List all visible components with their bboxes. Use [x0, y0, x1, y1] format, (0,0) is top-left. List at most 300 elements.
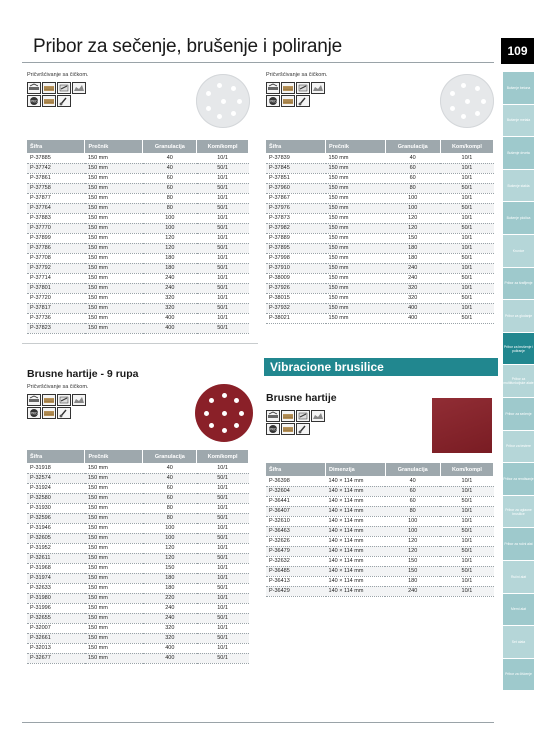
svg-text:PRO: PRO	[30, 411, 38, 416]
table-cell: 150 mm	[85, 493, 143, 503]
table-cell: 140 × 114 mm	[326, 526, 386, 536]
table-cell: 50/1	[197, 583, 249, 593]
table-cell: 10/1	[197, 523, 249, 533]
table-cell: P-32580	[27, 493, 85, 503]
table-cell: 150 mm	[326, 283, 386, 293]
section-banner-vibration-sanders: Vibracione brusilice	[264, 358, 498, 376]
disc-hole	[461, 114, 466, 119]
velcro-note: Pričvršćivanje sa čičkom.	[27, 384, 89, 390]
table-cell: 60	[143, 493, 197, 503]
wood-icon	[42, 82, 56, 94]
disc-hole	[475, 111, 480, 116]
footer-divider	[22, 722, 494, 723]
table-cell: 150 mm	[85, 193, 143, 203]
table-row	[266, 496, 494, 506]
velcro-note: Pričvršćivanje sa čičkom.	[27, 72, 89, 78]
table-row	[266, 183, 494, 193]
table-cell: P-37960	[266, 183, 326, 193]
table-row	[27, 473, 249, 483]
table-cell: 10/1	[440, 303, 493, 313]
table-cell: 150 mm	[326, 183, 386, 193]
table-row	[27, 153, 249, 163]
table-cell: 400	[143, 643, 197, 653]
table-cell: P-32605	[27, 533, 85, 543]
table-cell: 80	[143, 513, 197, 523]
table-cell: P-37770	[27, 223, 85, 233]
table-row	[27, 573, 249, 583]
table-row	[27, 203, 249, 213]
table-cell: 150 mm	[85, 253, 143, 263]
table-cell: P-36429	[266, 586, 326, 596]
disc-hole	[475, 86, 480, 91]
table-cell: 80	[143, 503, 197, 513]
table-cell: 10/1	[197, 153, 249, 163]
table-cell: 150 mm	[85, 513, 143, 523]
table-cell: 10/1	[440, 476, 493, 486]
table-cell: 60	[385, 173, 440, 183]
table-cell: 10/1	[197, 543, 249, 553]
table-cell: 240	[385, 586, 440, 596]
table-cell: 140 × 114 mm	[326, 496, 386, 506]
table-row	[27, 593, 249, 603]
table-row	[27, 493, 249, 503]
table-cell: 50/1	[197, 513, 249, 523]
side-tab-item[interactable]: Bušenje metala	[503, 105, 534, 138]
table-cell: 120	[385, 536, 440, 546]
table-cell: 50/1	[440, 566, 493, 576]
table-cell: 50/1	[197, 493, 249, 503]
table-cell: 100	[143, 213, 197, 223]
table-cell: P-37801	[27, 283, 85, 293]
table-cell: 60	[143, 183, 197, 193]
table-cell: 150 mm	[326, 303, 386, 313]
table-cell: 10/1	[197, 483, 249, 493]
table-cell: 80	[385, 506, 440, 516]
table-cell: P-36441	[266, 496, 326, 506]
table-cell: 10/1	[440, 556, 493, 566]
side-tab-item[interactable]: Krunice	[503, 235, 534, 268]
page-title: Pribor za sečenje, brušenje i poliranje	[33, 36, 343, 57]
application-icons	[27, 82, 93, 107]
table-cell: 10/1	[440, 163, 493, 173]
table-cell: 120	[143, 553, 197, 563]
table-cell: 10/1	[197, 293, 249, 303]
table-row	[27, 613, 249, 623]
table-cell: 10/1	[440, 506, 493, 516]
section-divider	[22, 343, 258, 344]
table-cell: 50/1	[440, 293, 493, 303]
table-row	[27, 323, 249, 333]
disc-hole	[237, 99, 242, 104]
product-table-c	[27, 450, 249, 664]
brush-icon	[57, 407, 71, 419]
table-cell: 50/1	[197, 243, 249, 253]
table-cell: 10/1	[197, 173, 249, 183]
table-cell: 80	[143, 193, 197, 203]
table-cell: P-37889	[266, 233, 326, 243]
table-cell: 240	[143, 613, 197, 623]
table-cell: 10/1	[197, 273, 249, 283]
table-cell: 60	[385, 496, 440, 506]
table-cell: 10/1	[197, 623, 249, 633]
table-cell: 150 mm	[326, 273, 386, 283]
table-cell: 10/1	[197, 193, 249, 203]
side-tab-item[interactable]: Pribor za čišćenje	[503, 659, 534, 692]
table-row	[27, 513, 249, 523]
table-cell: 320	[143, 293, 197, 303]
table-cell: 180	[385, 576, 440, 586]
table-cell: 150 mm	[85, 473, 143, 483]
table-cell: P-37910	[266, 263, 326, 273]
table-cell: 50/1	[197, 183, 249, 193]
metal-icon	[27, 394, 41, 406]
table-cell: 10/1	[197, 563, 249, 573]
table-cell: 60	[143, 173, 197, 183]
stone-icon	[72, 394, 86, 406]
column-header: Šifra	[266, 140, 326, 153]
table-row	[27, 563, 249, 573]
table-cell: 10/1	[197, 213, 249, 223]
table-cell: P-31980	[27, 593, 85, 603]
table-cell: P-32632	[266, 556, 326, 566]
column-header: Granulacija	[385, 140, 440, 153]
table-cell: 180	[385, 243, 440, 253]
side-tab-item[interactable]: Pribor za brušenje i poliranje	[503, 333, 534, 366]
table-cell: P-32574	[27, 473, 85, 483]
table-cell: P-31968	[27, 563, 85, 573]
table-cell: 400	[143, 313, 197, 323]
table-cell: 10/1	[197, 603, 249, 613]
table-cell: 150 mm	[326, 213, 386, 223]
side-tab-item[interactable]: Pribor za uglaone brusilice	[503, 496, 534, 529]
disc-hole	[217, 114, 222, 119]
sanding-disc-image	[196, 74, 250, 128]
table-cell: 10/1	[440, 263, 493, 273]
table-cell: 180	[143, 263, 197, 273]
table-row	[266, 283, 494, 293]
table-cell: 240	[143, 283, 197, 293]
table-cell: 150 mm	[85, 163, 143, 173]
table-cell: 150 mm	[85, 613, 143, 623]
table-cell: 150 mm	[326, 223, 386, 233]
side-tab-item[interactable]: Bušenje stakla	[503, 170, 534, 203]
table-cell: 220	[143, 593, 197, 603]
table-cell: 50/1	[440, 273, 493, 283]
application-icons	[27, 394, 93, 419]
table-cell: 150 mm	[326, 163, 386, 173]
table-cell: 10/1	[440, 486, 493, 496]
table-row	[27, 223, 249, 233]
table-row	[27, 503, 249, 513]
table-row	[266, 213, 494, 223]
wood-icon	[281, 423, 295, 435]
disc-hole	[206, 106, 211, 111]
table-row	[27, 643, 249, 653]
table-cell: 100	[385, 203, 440, 213]
table-cell: P-37758	[27, 183, 85, 193]
application-icons	[266, 82, 332, 107]
svg-text:PRO: PRO	[269, 99, 277, 104]
side-tab-item[interactable]: Bušenje drveta	[503, 137, 534, 170]
metal-icon	[27, 82, 41, 94]
disc-hole	[231, 111, 236, 116]
wood-icon	[42, 407, 56, 419]
table-row	[27, 193, 249, 203]
table-cell: 240	[143, 273, 197, 283]
table-row	[266, 293, 494, 303]
table-row	[266, 153, 494, 163]
table-cell: 120	[143, 233, 197, 243]
table-cell: 150 mm	[85, 653, 143, 663]
table-cell: 180	[385, 253, 440, 263]
table-cell: 120	[385, 223, 440, 233]
side-tab-item[interactable]: Merni alat	[503, 594, 534, 627]
table-cell: P-36479	[266, 546, 326, 556]
table-cell: P-37839	[266, 153, 326, 163]
table-cell: P-37899	[27, 233, 85, 243]
table-row	[266, 163, 494, 173]
column-header: Kom/kompl	[197, 140, 249, 153]
table-cell: P-38021	[266, 313, 326, 323]
table-cell: P-32661	[27, 633, 85, 643]
table-cell: 400	[385, 313, 440, 323]
side-tab-item[interactable]: Pribor za šrafljenje	[503, 268, 534, 301]
table-cell: P-37714	[27, 273, 85, 283]
table-cell: 140 × 114 mm	[326, 536, 386, 546]
table-cell: 10/1	[197, 503, 249, 513]
product-table-d	[266, 463, 494, 597]
table-cell: 140 × 114 mm	[326, 546, 386, 556]
table-row	[266, 556, 494, 566]
table-cell: 100	[143, 533, 197, 543]
disc-hole	[461, 83, 466, 88]
table-cell: 140 × 114 mm	[326, 506, 386, 516]
table-cell: 140 × 114 mm	[326, 576, 386, 586]
table-row	[27, 653, 249, 663]
side-tab-item[interactable]: Pribor za ručni alat	[503, 528, 534, 561]
table-cell: 150 mm	[326, 173, 386, 183]
table-cell: 50/1	[440, 526, 493, 536]
table-row	[27, 253, 249, 263]
table-row	[27, 293, 249, 303]
table-row	[266, 566, 494, 576]
side-tab-item[interactable]: Pribor za testere	[503, 431, 534, 464]
table-cell: 100	[385, 526, 440, 536]
svg-text:PRO: PRO	[30, 99, 38, 104]
table-cell: P-32655	[27, 613, 85, 623]
table-cell: 40	[143, 163, 197, 173]
column-header: Šifra	[27, 450, 85, 463]
disc-hole	[481, 99, 486, 104]
table-cell: 40	[143, 473, 197, 483]
disc-hole	[450, 91, 455, 96]
table-cell: P-37736	[27, 313, 85, 323]
table-cell: 50/1	[197, 653, 249, 663]
table-row	[266, 233, 494, 243]
table-cell: P-32604	[266, 486, 326, 496]
table-cell: 150 mm	[85, 233, 143, 243]
metal-icon	[266, 410, 280, 422]
table-cell: 240	[385, 263, 440, 273]
table-cell: P-37742	[27, 163, 85, 173]
column-header: Prečnik	[85, 450, 143, 463]
table-cell: 50/1	[197, 223, 249, 233]
table-row	[266, 476, 494, 486]
table-cell: 60	[385, 486, 440, 496]
table-cell: 50/1	[197, 323, 249, 333]
table-cell: P-37998	[266, 253, 326, 263]
column-header: Granulacija	[143, 140, 197, 153]
table-cell: 150 mm	[326, 263, 386, 273]
sanding-sheet-image	[432, 398, 492, 453]
stone-icon	[311, 82, 325, 94]
disc-hole	[204, 411, 209, 416]
disc-hole	[465, 99, 470, 104]
table-row	[27, 183, 249, 193]
column-header: Kom/kompl	[440, 463, 493, 476]
table-row	[27, 633, 249, 643]
table-row	[266, 506, 494, 516]
table-cell: 180	[143, 583, 197, 593]
table-cell: 150 mm	[85, 483, 143, 493]
sanding-disc-9-hole-image	[195, 384, 253, 442]
table-cell: P-37867	[266, 193, 326, 203]
table-row	[266, 313, 494, 323]
table-cell: P-37873	[266, 213, 326, 223]
table-cell: 80	[143, 203, 197, 213]
table-cell: 180	[143, 573, 197, 583]
table-cell: P-37883	[27, 213, 85, 223]
table-row	[27, 313, 249, 323]
column-header: Kom/kompl	[197, 450, 249, 463]
table-cell: P-32610	[266, 516, 326, 526]
disc-hole	[206, 91, 211, 96]
column-header: Granulacija	[385, 463, 440, 476]
table-cell: P-31974	[27, 573, 85, 583]
disc-hole	[222, 411, 227, 416]
table-cell: 50/1	[197, 203, 249, 213]
side-tab-item[interactable]: Bušenje betona	[503, 72, 534, 105]
table-cell: P-37982	[266, 223, 326, 233]
table-row	[266, 253, 494, 263]
table-row	[27, 463, 249, 473]
column-header: Prečnik	[85, 140, 143, 153]
table-row	[27, 303, 249, 313]
table-cell: P-31930	[27, 503, 85, 513]
table-row	[27, 283, 249, 293]
table-row	[266, 263, 494, 273]
table-cell: 240	[143, 603, 197, 613]
table-cell: 150 mm	[85, 223, 143, 233]
table-row	[266, 303, 494, 313]
table-row	[266, 273, 494, 283]
stone-icon	[72, 82, 86, 94]
side-tab-item[interactable]: Set alata	[503, 626, 534, 659]
side-tab-item[interactable]: Pribor za glodanje	[503, 300, 534, 333]
table-cell: 50/1	[197, 263, 249, 273]
table-cell: 150	[385, 566, 440, 576]
table-cell: 50/1	[440, 223, 493, 233]
table-cell: 80	[385, 183, 440, 193]
table-cell: 150 mm	[85, 273, 143, 283]
table-cell: 150 mm	[326, 233, 386, 243]
table-cell: P-32633	[27, 583, 85, 593]
side-tab-item[interactable]: Pribor za rendisanje	[503, 463, 534, 496]
table-row	[266, 203, 494, 213]
table-cell: 140 × 114 mm	[326, 566, 386, 576]
table-cell: 50/1	[440, 496, 493, 506]
side-tab-item[interactable]: Pribor za multifunkcijske alate	[503, 365, 534, 398]
disc-hole	[209, 398, 214, 403]
table-cell: P-36485	[266, 566, 326, 576]
table-row	[27, 623, 249, 633]
table-cell: 50/1	[197, 303, 249, 313]
application-icons	[266, 410, 332, 435]
disc-hole	[239, 411, 244, 416]
paint-icon	[57, 82, 71, 94]
table-cell: 50/1	[440, 546, 493, 556]
table-cell: 150 mm	[85, 643, 143, 653]
table-row	[266, 546, 494, 556]
table-row	[27, 553, 249, 563]
table-cell: 150 mm	[85, 283, 143, 293]
brush-icon	[57, 95, 71, 107]
table-cell: 150 mm	[326, 153, 386, 163]
table-cell: P-37877	[27, 193, 85, 203]
table-cell: 50/1	[197, 473, 249, 483]
table-cell: 150 mm	[85, 553, 143, 563]
table-cell: P-32626	[266, 536, 326, 546]
table-cell: 150 mm	[85, 153, 143, 163]
table-cell: 150 mm	[85, 463, 143, 473]
table-cell: 150 mm	[326, 193, 386, 203]
table-cell: 10/1	[440, 153, 493, 163]
table-cell: 10/1	[440, 576, 493, 586]
paint-icon	[296, 410, 310, 422]
title-divider	[22, 62, 494, 63]
table-cell: 50/1	[197, 633, 249, 643]
table-cell: 150 mm	[85, 303, 143, 313]
metal-icon	[266, 82, 280, 94]
table-cell: 10/1	[197, 573, 249, 583]
section-title-9-hole: Brusne hartije - 9 rupa	[27, 368, 139, 380]
table-cell: 150 mm	[85, 543, 143, 553]
side-tab-item[interactable]: Pribor za sečenje	[503, 398, 534, 431]
table-cell: 10/1	[440, 213, 493, 223]
table-cell: P-32611	[27, 553, 85, 563]
disc-hole	[209, 423, 214, 428]
side-tab-item[interactable]: Ručni alat	[503, 561, 534, 594]
disc-hole	[450, 106, 455, 111]
table-row	[27, 243, 249, 253]
table-cell: 150	[143, 563, 197, 573]
table-row	[27, 163, 249, 173]
paint-icon	[57, 394, 71, 406]
column-header: Dimenzija	[326, 463, 386, 476]
table-row	[27, 273, 249, 283]
table-row	[27, 603, 249, 613]
side-tab-item[interactable]: Bušenje pločica	[503, 202, 534, 235]
table-cell: 10/1	[440, 173, 493, 183]
table-cell: 10/1	[197, 233, 249, 243]
table-row	[27, 543, 249, 553]
table-cell: 50/1	[440, 183, 493, 193]
disc-hole	[222, 393, 227, 398]
table-cell: 320	[143, 623, 197, 633]
table-cell: 150 mm	[85, 323, 143, 333]
table-cell: 150 mm	[85, 633, 143, 643]
disc-hole	[221, 99, 226, 104]
